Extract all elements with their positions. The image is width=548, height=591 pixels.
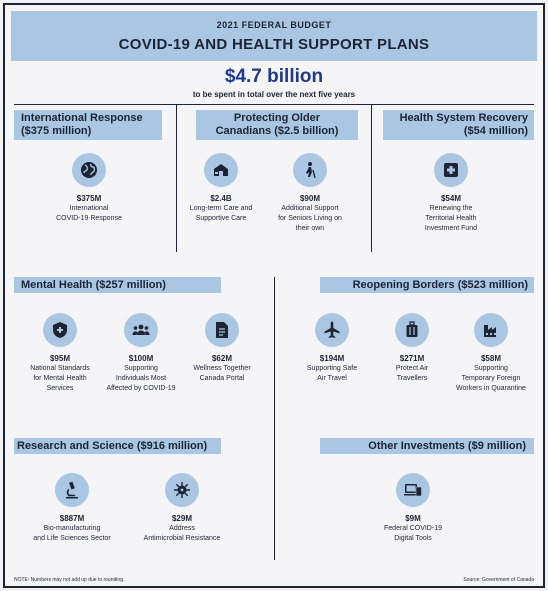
item-desc: Renewing the	[429, 205, 473, 212]
item-digital-tools	[369, 473, 457, 543]
microscope-icon	[55, 473, 89, 507]
item-amount: $9M	[405, 514, 421, 523]
item-amount: $375M	[76, 194, 102, 203]
band-health-system-line1: Health System Recovery	[399, 112, 528, 124]
shield-plus-icon	[43, 313, 77, 347]
item-amount: $95M	[49, 354, 70, 363]
item-desc: Bio-manufacturing	[43, 525, 101, 532]
item-amount: $54M	[440, 194, 461, 203]
item-desc: Address	[169, 525, 195, 532]
item-desc: Temporary Foreign	[461, 375, 521, 382]
item-desc: Supporting	[124, 365, 158, 372]
item-desc: Supportive Care	[195, 215, 247, 222]
document-icon	[205, 313, 239, 347]
item-desc: Wellness Together	[193, 365, 251, 372]
factory-icon	[474, 313, 508, 347]
header-banner	[11, 11, 537, 61]
medical-cross-icon	[434, 153, 468, 187]
header-title: COVID-19 AND HEALTH SUPPORT PLANS	[118, 36, 430, 53]
item-desc: Antimicrobial Resistance	[143, 535, 221, 542]
item-foreign-workers	[446, 313, 536, 393]
item-desc: Long-term Care and	[189, 205, 253, 212]
item-desc: Territorial Health	[425, 215, 477, 222]
item-protect-air-travellers	[370, 313, 454, 383]
luggage-icon	[395, 313, 429, 347]
care-home-icon	[204, 153, 238, 187]
item-desc: COVID-19 Response	[56, 215, 122, 222]
devices-icon	[396, 473, 430, 507]
item-amount: $90M	[299, 194, 320, 203]
item-amount: $194M	[319, 354, 345, 363]
band-mental	[14, 277, 221, 293]
item-mental-health-standards	[17, 313, 103, 393]
band-borders-title: Reopening Borders ($523 million)	[352, 279, 528, 291]
item-desc: their own	[295, 225, 325, 232]
item-amount: $62M	[211, 354, 232, 363]
item-amount: $2.4B	[210, 194, 232, 203]
divider-right	[371, 104, 372, 252]
item-desc: Digital Tools	[394, 535, 432, 542]
band-other-title: Other Investments ($9 million)	[368, 440, 526, 452]
item-desc: Investment Fund	[424, 225, 478, 232]
item-amount: $887M	[59, 514, 85, 523]
band-research-title: Research and Science ($916 million)	[17, 440, 208, 452]
item-amount: $100M	[128, 354, 154, 363]
item-desc: International	[69, 205, 109, 212]
total-amount: $4.7 billion	[224, 66, 324, 87]
senior-cane-icon	[293, 153, 327, 187]
item-desc: Services	[46, 385, 74, 392]
divider-center	[274, 277, 275, 560]
footer-source: Source: Government of Canada	[463, 577, 534, 583]
item-desc: Affected by COVID-19	[106, 385, 176, 392]
item-desc: Supporting Safe	[306, 365, 358, 372]
item-seniors-support	[265, 153, 355, 233]
band-older-line2: Canadians ($2.5 billion)	[215, 125, 339, 137]
item-desc: for Seniors Living on	[278, 215, 342, 222]
item-desc: Supporting	[474, 365, 508, 372]
people-group-icon	[124, 313, 158, 347]
band-international	[14, 110, 162, 140]
item-desc: Canada Portal	[199, 375, 245, 382]
band-older	[196, 110, 358, 140]
item-desc: Air Travel	[317, 375, 347, 382]
item-desc: Travellers	[396, 375, 428, 382]
item-wellness-portal	[177, 313, 267, 383]
band-borders	[320, 277, 534, 293]
item-desc: Individuals Most	[115, 375, 167, 382]
item-individuals-affected	[97, 313, 185, 393]
band-research	[14, 438, 221, 454]
globe-icon	[72, 153, 106, 187]
item-amount: $58M	[480, 354, 501, 363]
band-mental-title: Mental Health ($257 million)	[21, 279, 166, 291]
item-desc: National Standards	[30, 365, 90, 372]
item-desc: Workers in Quarantine	[456, 385, 526, 392]
item-desc: Federal COVID-19	[384, 525, 442, 532]
item-international-response	[44, 153, 134, 223]
item-amount: $271M	[399, 354, 425, 363]
item-desc: and Life Sciences Sector	[33, 535, 111, 542]
item-long-term-care	[177, 153, 265, 223]
top-divider	[14, 104, 534, 105]
item-safe-air-travel	[290, 313, 374, 383]
item-desc: Protect Air	[395, 365, 429, 372]
band-health-system-line2: ($54 million)	[463, 125, 528, 137]
total-subtitle: to be spent in total over the next five years	[192, 90, 356, 99]
airplane-icon	[315, 313, 349, 347]
band-international-line1: International Response	[21, 112, 143, 124]
item-antimicrobial-resistance	[136, 473, 228, 543]
item-desc: for Mental Health	[33, 375, 87, 382]
item-desc: Additional Support	[281, 205, 339, 212]
virus-icon	[165, 473, 199, 507]
item-biomanufacturing	[25, 473, 119, 543]
band-other	[320, 438, 534, 454]
footer-note: NOTE: Numbers may not add up due to rounding.	[14, 577, 125, 583]
band-health-system	[383, 110, 534, 140]
header-kicker: 2021 FEDERAL BUDGET	[216, 20, 332, 30]
item-territorial-health-fund	[406, 153, 496, 233]
band-older-line1: Protecting Older	[233, 112, 321, 124]
item-amount: $29M	[171, 514, 192, 523]
band-international-line2: ($375 million)	[21, 125, 92, 137]
